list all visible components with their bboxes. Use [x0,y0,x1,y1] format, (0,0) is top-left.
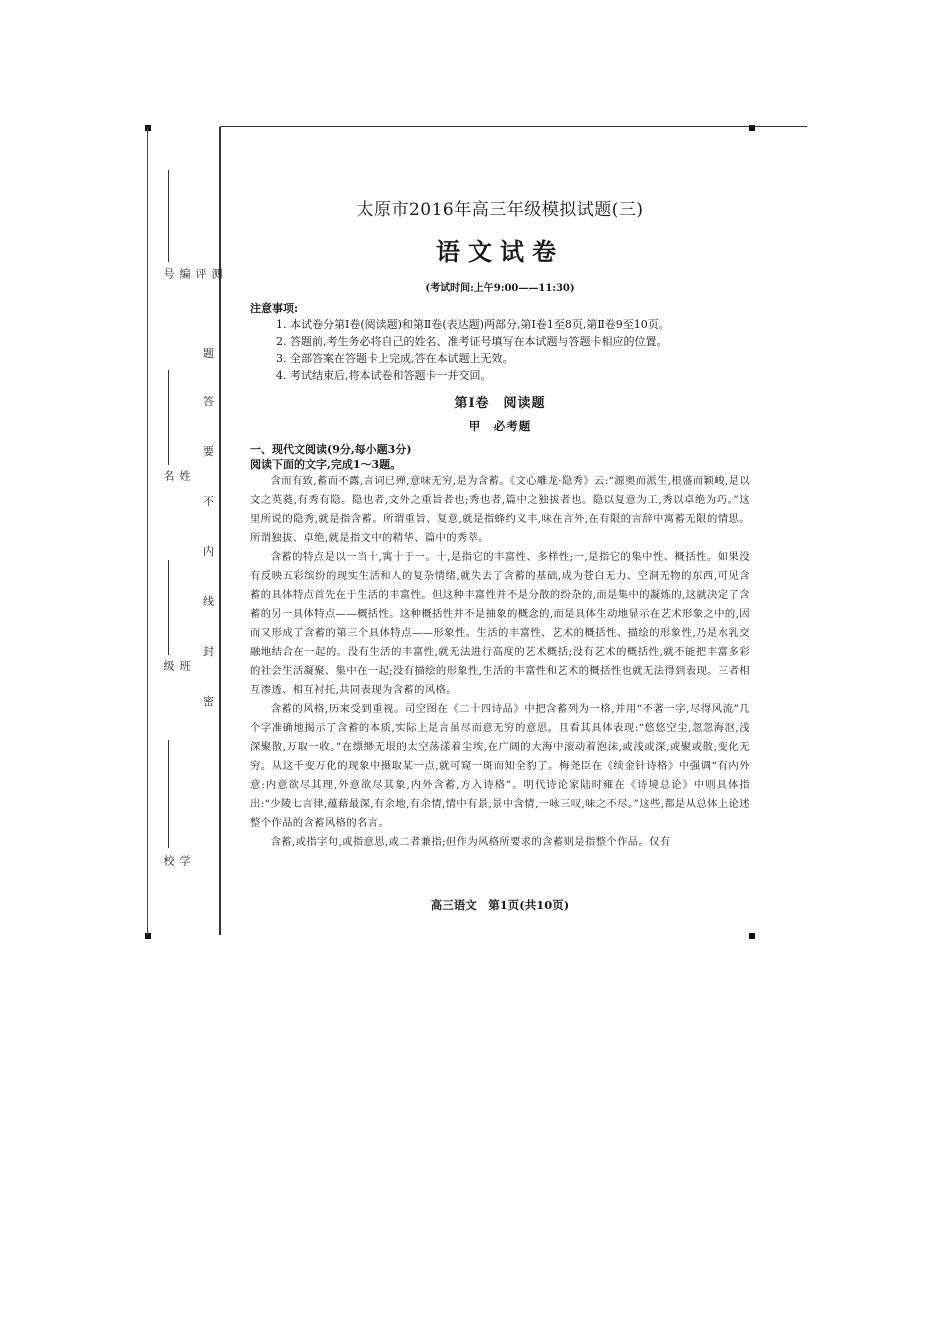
class-label: 班 级 [162,660,191,686]
seal-char: 线 [203,595,214,608]
exam-title: 太原市2016年高三年级模拟试题(三) [356,200,644,220]
seal-char: 不 [203,495,214,508]
exam-time: (考试时间:上午9:00——11:30) [425,283,575,294]
left-border-line [147,127,148,935]
notice-item: 2. 答题前,考生务必将自己的姓名、准考证号填写在本试题与答题卡相应的位置。 [276,335,668,348]
name-label: 姓 名 [162,470,191,496]
seal-char: 密 [203,695,214,708]
exam-content [250,195,750,852]
section-title: 第Ⅰ卷 阅读题 [454,396,546,411]
question-instruction: 阅读下面的文字,完成1～3题。 [250,458,402,471]
top-border-line [220,126,807,127]
review-number-label: 测评编号 [162,268,223,281]
notice-item: 1. 本试卷分第Ⅰ卷(阅读题)和第Ⅱ卷(表达题)两部分,第Ⅰ卷1至8页,第Ⅱ卷9至10页。 [276,318,670,331]
registration-mark-top-left [145,125,151,131]
passage-paragraph: 含蓄的风格,历来受到重视。司空图在《二十四诗品》中把含蓄列为一格,并用“不著一字,尽得风流”几个字准确地揭示了含蓄的本质,实际上是言虽尽而意无穷的意思。且看其具体表现:“悠悠空尘,忽忽海沤,浅深聚散,万取一收。”在缥缈无垠的太空荡漾着尘埃,在广阔的大海中滚动着泡沫,或浅或深,或聚或散,变化无穷。从这千变万化的现象中摄取某一点,就可窥一斑而知全豹了。梅尧臣在《续金针诗格》中强调“有内外意:内意欲尽其理,外意欲尽其象,内外含蓄,方入诗格”。明代诗论家陆时雍在《诗境总论》中则具体指出:“少陵七言律,蕴藉最深,有余地,有余情,情中有景,景中含情,一咏三叹,味之不尽。”这些,都是从总体上论述整个作品的含蓄风格的名言。 [250,703,750,829]
seal-char: 内 [203,545,214,558]
name-line [168,370,169,465]
registration-mark-bottom-right [749,933,755,939]
binding-seal-line [219,127,221,935]
school-label: 学 校 [162,855,191,881]
seal-char: 答 [203,395,214,408]
passage-paragraph: 含蓄的特点是以一当十,寓十于一。十,是指它的丰富性、多样性;一,是指它的集中性、概括性。如果没有反映五彩缤纷的现实生活和人的复杂情绪,就失去了含蓄的基础,成为苍白无力、空洞无物的东西,可见含蓄的具体特点首先在于生活的丰富性。但这种丰富性并不是分散的纷杂的,而是集中的凝炼的,这就决定了含蓄的另一具体特点——概括性。这种概括性并不是抽象的概念的,而是具体生动地显示在艺术形象之中的,因而又形成了含蓄的第三个具体特点——形象性。生活的丰富性、艺术的概括性、描绘的形象性,乃是水乳交融地结合在一起的。没有生活的丰富性,就无法进行高度的艺术概括;没有艺术的概括性,就不能把丰富多彩的社会生活凝聚、集中在一起;没有描绘的形象性,生活的丰富性和艺术的概括性也就无法得到表现。三者相互渗透、相互衬托,共同表现为含蓄的风格。 [250,551,750,696]
notice-item: 4. 考试结束后,将本试卷和答题卡一并交回。 [276,369,492,382]
question-heading: 一、现代文阅读(9分,每小题3分) [250,443,412,456]
review-number-line [168,170,169,262]
school-line [168,740,169,848]
notice-list [250,316,750,384]
passage-paragraph: 含而有致,蓄而不露,言词已殚,意味无穷,是为含蓄。《文心雕龙·隐秀》云:“源奥而派生,根盛而颖峻,是以文之英蕤,有秀有隐。隐也者,文外之重旨者也;秀也者,篇中之独拔者也。隐以复意为工,秀以卓绝为巧。”这里所说的隐秀,就是指含蓄。所谓重旨、复意,就是指蜂约义丰,味在言外,在有限的言辞中寓蓄无限的情思。所谓独拔、卓绝,就是指文中的精华、篇中的秀萃。 [250,475,750,544]
seal-char: 封 [203,645,214,658]
class-line [168,560,169,655]
notice-item: 3. 全部答案在答题卡上完成,答在本试题上无效。 [276,352,514,365]
seal-char: 要 [203,445,214,458]
subject-title: 语文试卷 [436,237,564,266]
page-footer: 高三语文 第1页(共10页) [430,898,570,912]
section-subtitle: 甲 必考题 [468,419,532,433]
registration-mark-bottom-left [145,933,151,939]
passage-paragraph: 含蓄,或指字句,或指意思,或二者兼指;但作为风格所要求的含蓄则是指整个作品。仅有 [270,836,671,848]
notice-heading: 注意事项: [250,302,299,315]
seal-char: 题 [203,347,214,360]
